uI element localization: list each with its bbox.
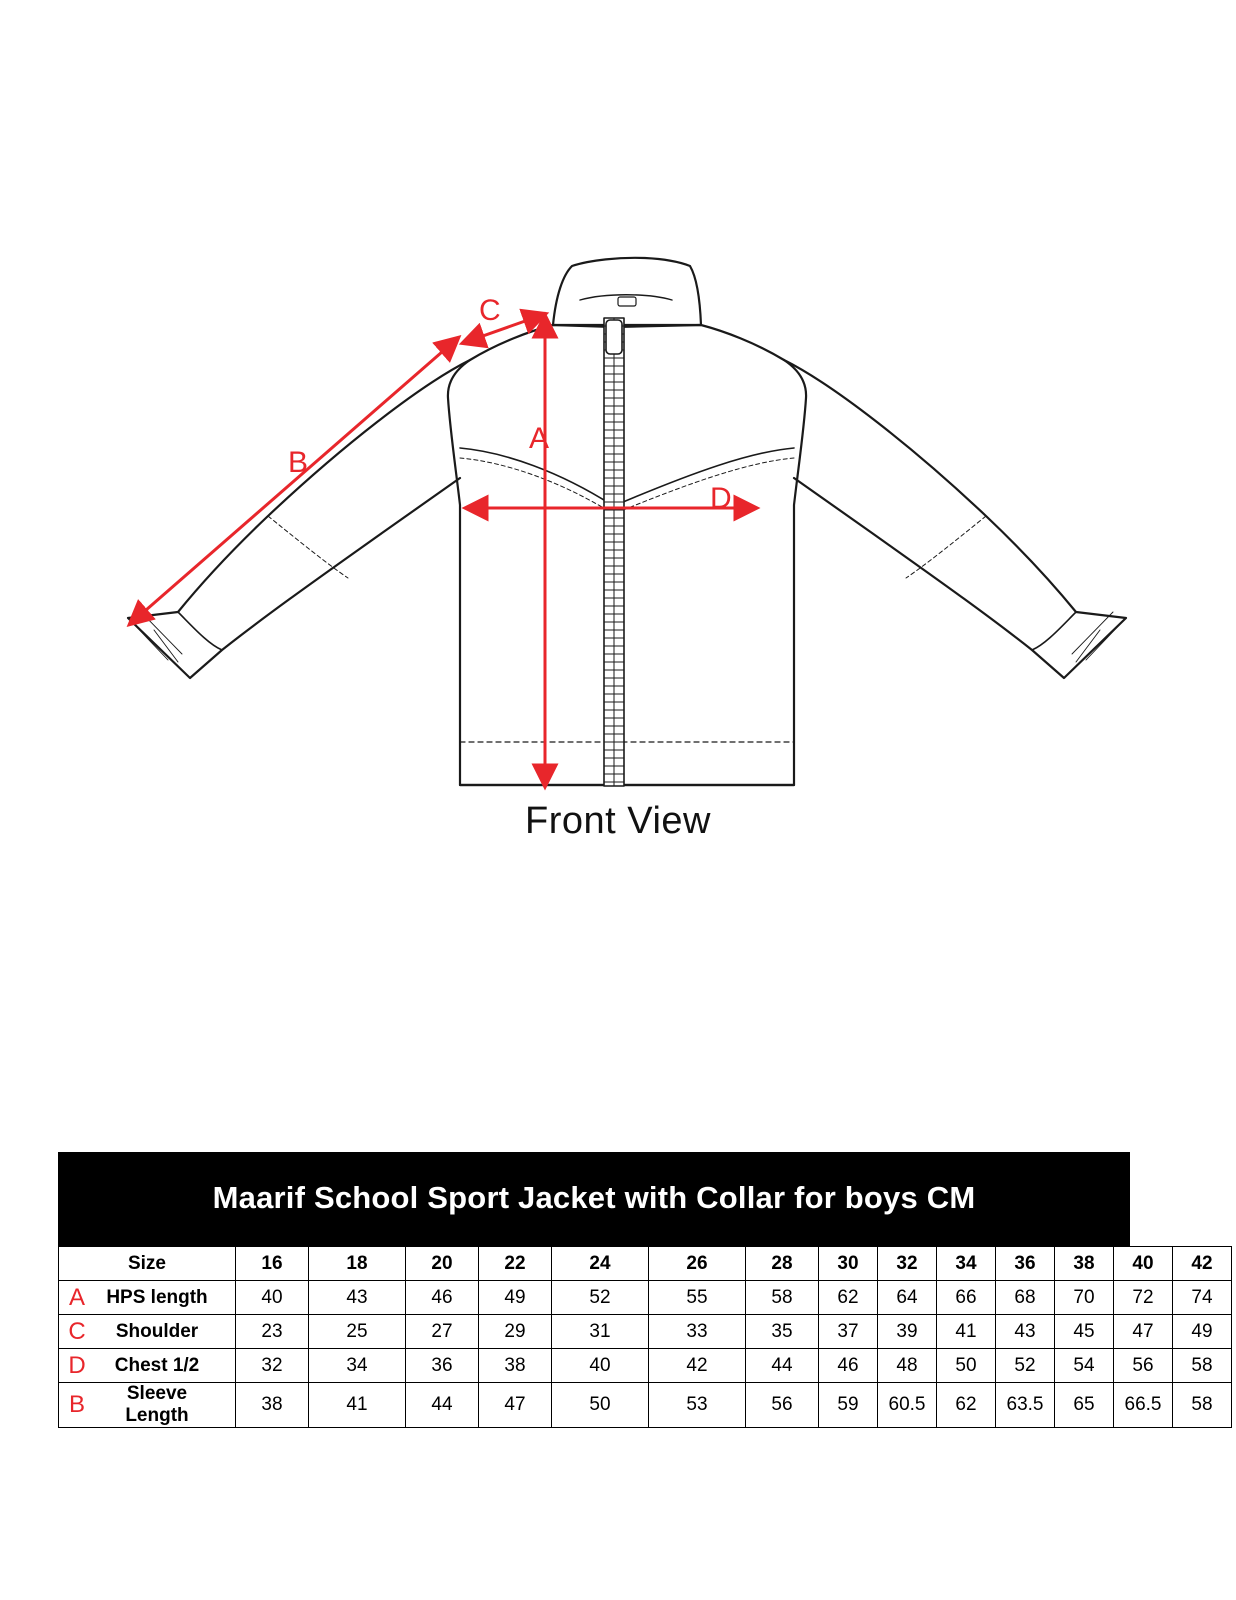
cell-sleeve-22: 47 xyxy=(479,1383,552,1428)
cell-chest-36: 52 xyxy=(996,1349,1055,1383)
cell-hps-22: 49 xyxy=(479,1281,552,1315)
header-size-22: 22 xyxy=(479,1247,552,1281)
cell-sleeve-20: 44 xyxy=(406,1383,479,1428)
cell-sleeve-38: 65 xyxy=(1055,1383,1114,1428)
row-label-sleeve-length xyxy=(59,1383,236,1428)
cell-chest-22: 38 xyxy=(479,1349,552,1383)
cell-sleeve-28: 56 xyxy=(746,1383,819,1428)
row-letter-d: D xyxy=(68,1351,86,1379)
cell-sleeve-40: 66.5 xyxy=(1114,1383,1173,1428)
measure-arrow-c xyxy=(463,314,545,343)
header-size-42: 42 xyxy=(1173,1247,1232,1281)
header-size-28: 28 xyxy=(746,1247,819,1281)
row-name-hps-length: HPS length xyxy=(106,1286,208,1308)
size-chart-title: Maarif School Sport Jacket with Collar for boys CM xyxy=(58,1152,1130,1246)
table-header-row xyxy=(59,1247,1232,1281)
cell-shoulder-26: 33 xyxy=(649,1315,746,1349)
body-left-panel xyxy=(448,325,614,785)
cell-shoulder-38: 45 xyxy=(1055,1315,1114,1349)
cell-chest-30: 46 xyxy=(819,1349,878,1383)
cell-sleeve-36: 63.5 xyxy=(996,1383,1055,1428)
measure-label-d: D xyxy=(710,482,732,515)
row-letter-c: C xyxy=(68,1317,86,1345)
sleeve-left-outline xyxy=(128,360,470,678)
cell-sleeve-42: 58 xyxy=(1173,1383,1232,1428)
header-size-40: 40 xyxy=(1114,1247,1173,1281)
cell-shoulder-20: 27 xyxy=(406,1315,479,1349)
cell-hps-42: 74 xyxy=(1173,1281,1232,1315)
cell-shoulder-36: 43 xyxy=(996,1315,1055,1349)
cell-chest-18: 34 xyxy=(309,1349,406,1383)
cell-shoulder-40: 47 xyxy=(1114,1315,1173,1349)
header-size-34: 34 xyxy=(937,1247,996,1281)
cell-sleeve-26: 53 xyxy=(649,1383,746,1428)
cell-chest-16: 32 xyxy=(236,1349,309,1383)
cell-sleeve-32: 60.5 xyxy=(878,1383,937,1428)
header-size-32: 32 xyxy=(878,1247,937,1281)
row-label-shoulder xyxy=(59,1315,236,1349)
view-caption: Front View xyxy=(525,800,711,842)
cell-shoulder-24: 31 xyxy=(552,1315,649,1349)
cell-shoulder-34: 41 xyxy=(937,1315,996,1349)
row-name-sleeve-length: Sleeve Length xyxy=(125,1383,189,1426)
cell-shoulder-28: 35 xyxy=(746,1315,819,1349)
header-size-38: 38 xyxy=(1055,1247,1114,1281)
row-name-chest-half: Chest 1/2 xyxy=(114,1354,200,1376)
cell-sleeve-18: 41 xyxy=(309,1383,406,1428)
cell-hps-30: 62 xyxy=(819,1281,878,1315)
cell-hps-28: 58 xyxy=(746,1281,819,1315)
cell-chest-32: 48 xyxy=(878,1349,937,1383)
header-size-30: 30 xyxy=(819,1247,878,1281)
cell-hps-36: 68 xyxy=(996,1281,1055,1315)
body-right-panel xyxy=(614,325,806,785)
cell-shoulder-18: 25 xyxy=(309,1315,406,1349)
cell-hps-18: 43 xyxy=(309,1281,406,1315)
header-size-label: Size xyxy=(59,1247,236,1281)
table-row xyxy=(59,1315,1232,1349)
cell-chest-40: 56 xyxy=(1114,1349,1173,1383)
cell-chest-34: 50 xyxy=(937,1349,996,1383)
yoke-seam-left xyxy=(460,448,612,505)
sleeve-right-stitch xyxy=(906,516,986,578)
collar-outline xyxy=(553,258,701,325)
collar-loop xyxy=(618,297,636,306)
cell-shoulder-30: 37 xyxy=(819,1315,878,1349)
sleeve-right-cuff-ribs xyxy=(1072,612,1125,662)
cell-chest-20: 36 xyxy=(406,1349,479,1383)
cell-hps-32: 64 xyxy=(878,1281,937,1315)
measure-label-b: B xyxy=(288,446,309,479)
row-label-chest-half xyxy=(59,1349,236,1383)
yoke-topstitch-right xyxy=(616,458,794,513)
row-name-shoulder: Shoulder xyxy=(115,1320,199,1342)
size-chart-table xyxy=(58,1246,1232,1428)
header-size-16: 16 xyxy=(236,1247,309,1281)
cell-shoulder-32: 39 xyxy=(878,1315,937,1349)
cell-shoulder-16: 23 xyxy=(236,1315,309,1349)
cell-hps-40: 72 xyxy=(1114,1281,1173,1315)
cell-chest-38: 54 xyxy=(1055,1349,1114,1383)
header-size-26: 26 xyxy=(649,1247,746,1281)
header-size-24: 24 xyxy=(552,1247,649,1281)
cell-sleeve-24: 50 xyxy=(552,1383,649,1428)
sleeve-right-cuff-seam xyxy=(1032,612,1076,650)
header-size-20: 20 xyxy=(406,1247,479,1281)
cell-sleeve-16: 38 xyxy=(236,1383,309,1428)
cell-sleeve-34: 62 xyxy=(937,1383,996,1428)
measure-label-a: A xyxy=(529,422,550,455)
cell-chest-28: 44 xyxy=(746,1349,819,1383)
zipper-pull xyxy=(606,320,622,354)
row-label-hps-length xyxy=(59,1281,236,1315)
sleeve-left-cuff-seam xyxy=(178,612,222,650)
row-letter-b: B xyxy=(68,1391,85,1418)
cell-hps-20: 46 xyxy=(406,1281,479,1315)
cell-chest-24: 40 xyxy=(552,1349,649,1383)
measure-label-c: C xyxy=(479,294,501,327)
cell-chest-42: 58 xyxy=(1173,1349,1232,1383)
header-size-36: 36 xyxy=(996,1247,1055,1281)
table-row xyxy=(59,1383,1232,1428)
cell-hps-26: 55 xyxy=(649,1281,746,1315)
cell-chest-26: 42 xyxy=(649,1349,746,1383)
cell-shoulder-22: 29 xyxy=(479,1315,552,1349)
yoke-seam-right xyxy=(616,448,794,505)
cell-hps-24: 52 xyxy=(552,1281,649,1315)
size-chart xyxy=(58,1152,1213,1428)
header-size-18: 18 xyxy=(309,1247,406,1281)
sleeve-left-stitch xyxy=(268,516,348,578)
sleeve-right-outline xyxy=(784,360,1126,678)
cell-hps-38: 70 xyxy=(1055,1281,1114,1315)
cell-shoulder-42: 49 xyxy=(1173,1315,1232,1349)
row-letter-a: A xyxy=(68,1283,85,1311)
table-row xyxy=(59,1349,1232,1383)
table-row xyxy=(59,1281,1232,1315)
cell-hps-34: 66 xyxy=(937,1281,996,1315)
cell-sleeve-30: 59 xyxy=(819,1383,878,1428)
cell-hps-16: 40 xyxy=(236,1281,309,1315)
measure-arrow-b xyxy=(130,338,458,624)
